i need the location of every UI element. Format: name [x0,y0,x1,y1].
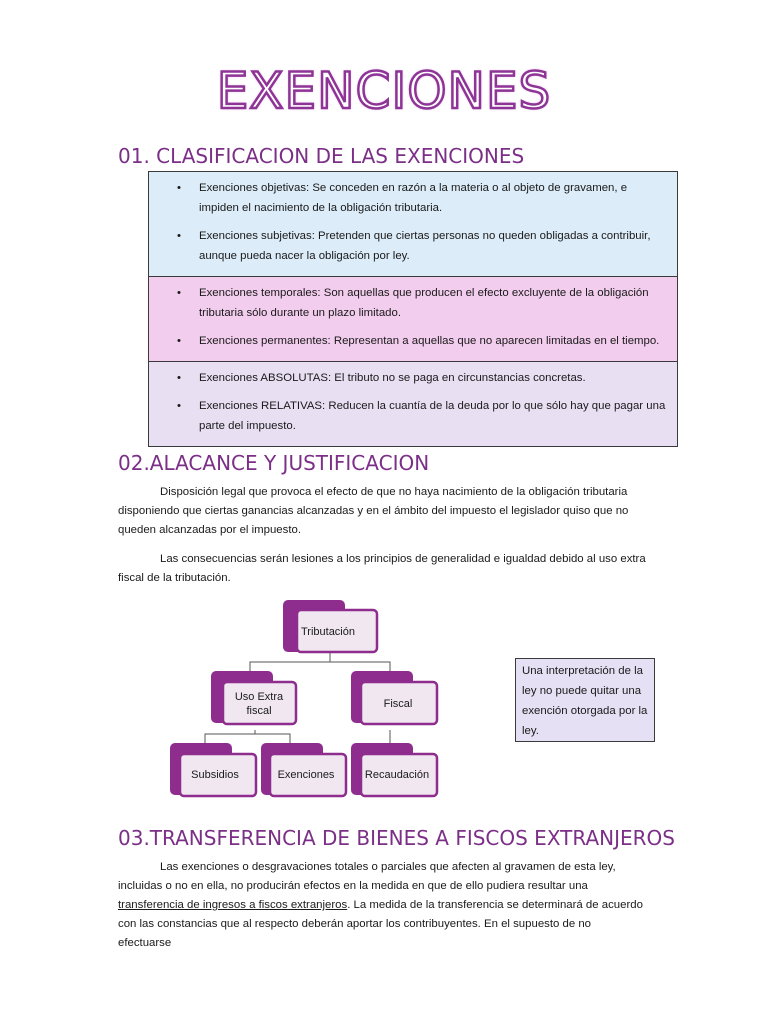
node-exenciones-label: Exenciones [277,769,335,781]
bullet-icon: • [177,230,181,242]
node-uso-line2: fiscal [246,705,272,717]
node-tributacion [283,600,377,652]
paragraph-transfer-text-a: Las exenciones o desgravaciones totales o parciales que afecten al gravamen de esta ley, incluidas o no en ella, no producirán efectos en la medida en que de ello pudiera resultar una [118,861,616,892]
interpretation-note: Una interpretación de la ley no puede quitar una exención otorgada por la ley. [515,658,655,742]
node-subsidios [170,743,256,796]
paragraph-scope-text: Disposición legal que provoca el efecto de que no haya nacimiento de la obligación tributaria disponiendo que ciertas ganancias alcanzadas y en el ámbito del impuesto el legislador quiso que no queden alcanzadas por el impuesto. [118,486,629,536]
paragraph-transfer-text-b: . La medida de la transferencia se determinará de acuerdo con las constancias que al respecto deberán aportar los contribuyentes. En el supuesto de no efectuarse [118,899,643,949]
item-text: Exenciones RELATIVAS: Reducen la cuantía de la deuda por lo que sólo hay que pagar una parte del impuesto. [199,400,666,432]
paragraph-consequences-text: Las consecuencias serán lesiones a los principios de generalidad e igualdad debido al uso extra fiscal de la tributación. [118,553,646,584]
node-subsidios-label: Subsidios [191,769,239,781]
section-2-heading: 02.ALACANCE Y JUSTIFICACION [118,451,430,475]
node-exenciones [261,743,346,796]
item-text: Exenciones ABSOLUTAS: El tributo no se paga en circunstancias concretas. [199,372,586,384]
bullet-icon: • [177,287,181,299]
item-text: Exenciones permanentes: Representan a aquellas que no aparecen limitadas en el tiempo. [199,335,660,347]
bullet-icon: • [177,182,181,194]
node-recaudacion-label: Recaudación [364,769,430,781]
page-title: EXENCIONES [216,62,552,120]
bullet-icon: • [177,372,181,384]
bullet-icon: • [177,400,181,412]
transfer-link-text: transferencia de ingresos a fiscos extranjeros [118,899,348,911]
node-fiscal-label: Fiscal [383,698,413,710]
bullet-icon: • [177,335,181,347]
node-uso-line1: Uso Extra [234,691,284,703]
item-text: Exenciones temporales: Son aquellas que producen el efecto excluyente de la obligación tributaria sólo durante un plazo limitado. [199,287,649,319]
paragraph-transfer [118,858,646,953]
item-text: Exenciones subjetivas: Pretenden que ciertas personas no queden obligadas a contribuir, aunque pueda nacer la obligación por ley. [199,230,651,262]
section-1-heading: 01. CLASIFICACION DE LAS EXENCIONES [118,144,525,168]
node-fiscal [351,671,437,724]
node-uso-extra-fiscal [211,671,296,724]
section-3-heading: 03.TRANSFERENCIA DE BIENES A FISCOS EXTRANJEROS [118,826,675,850]
node-tributacion-label: Tributación [300,626,356,638]
item-text: Exenciones objetivas: Se conceden en razón a la materia o al objeto de gravamen, e impiden el nacimiento de la obligación tributaria. [199,182,628,214]
node-recaudacion [351,743,437,796]
